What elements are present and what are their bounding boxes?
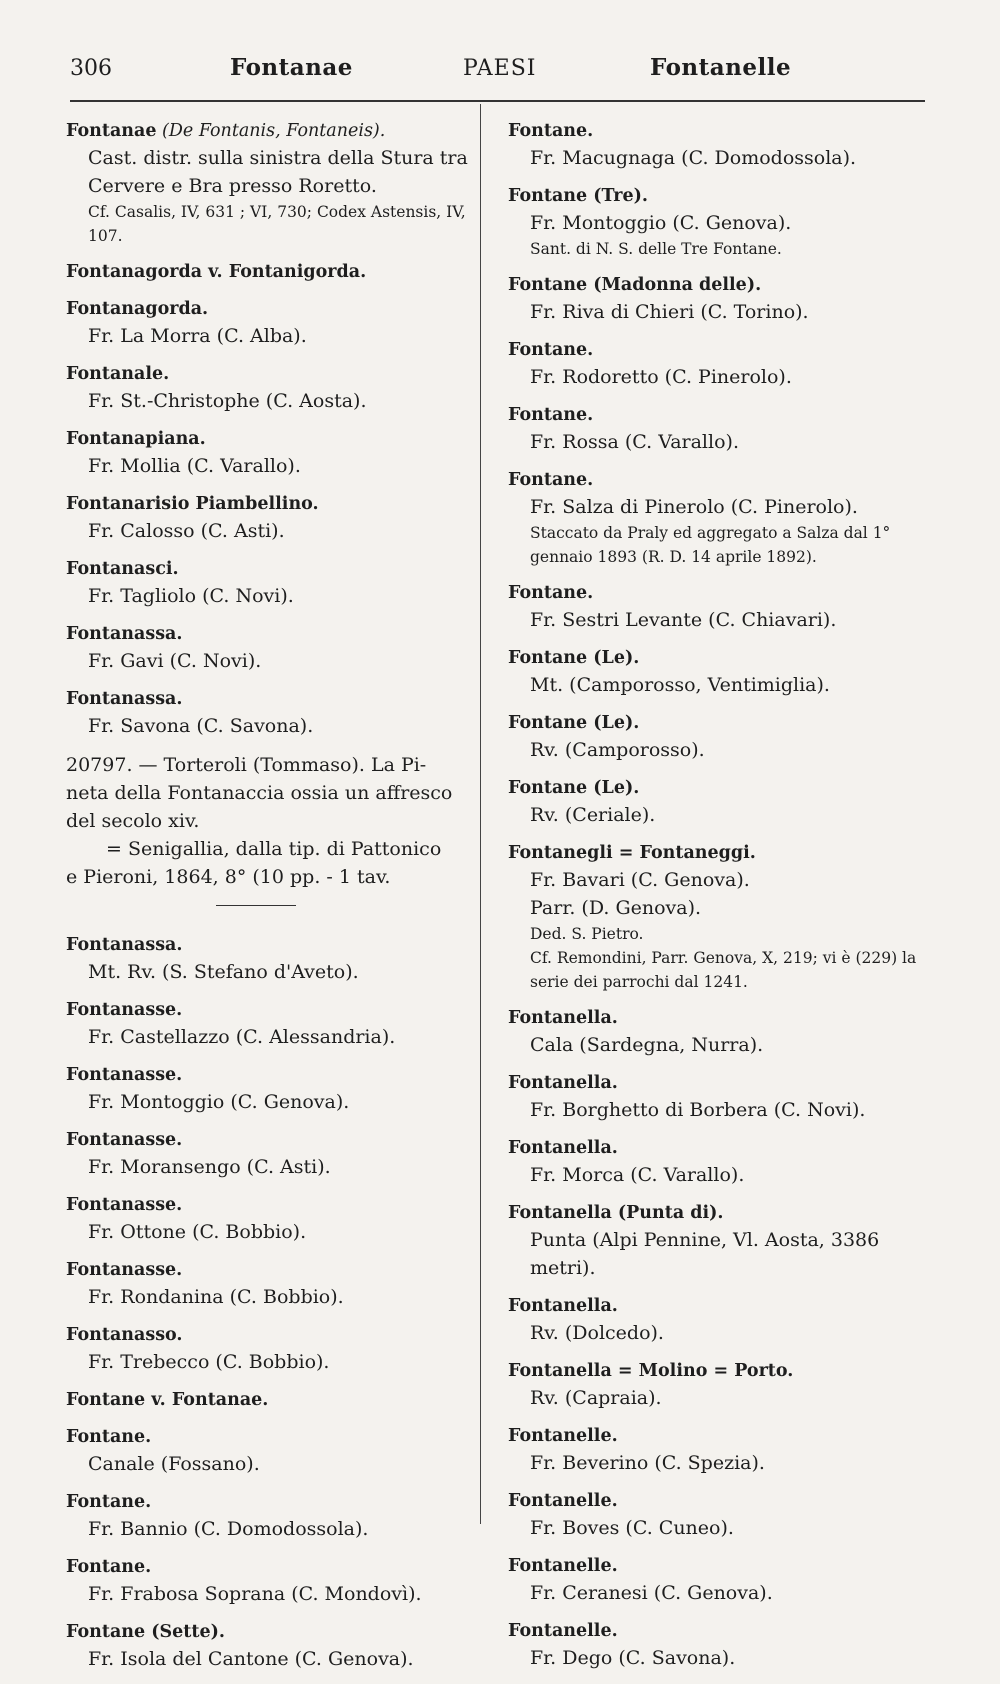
entry-location-line: Fr. Dego (C. Savona).	[530, 1647, 736, 1669]
entry-headword: Fontanella = Molino = Porto.	[508, 1361, 794, 1381]
dictionary-entry	[66, 1322, 476, 1376]
dictionary-entry	[508, 272, 928, 326]
entry-location-line: Rv. (Capraia).	[530, 1387, 662, 1409]
entry-headword: Fontanella (Punta di).	[508, 1203, 724, 1223]
entry-headword: Fontanella.	[508, 1296, 618, 1316]
bibliography-line: 20797. — Torteroli (Tommaso). La Pi-	[66, 754, 427, 776]
entry-headword: Fontane (Le).	[508, 648, 640, 668]
dictionary-entry	[508, 840, 928, 994]
entry-headword: Fontanegli = Fontaneggi.	[508, 843, 756, 863]
bibliography-line: neta della Fontanaccia ossia un affresco	[66, 782, 453, 804]
dictionary-entry	[66, 1127, 476, 1181]
entry-note: Staccato da Praly ed aggregato a Salza dal 1° gennaio 1893 (R. D. 14 aprile 1892).	[530, 524, 891, 566]
entry-location-line: Punta (Alpi Pennine, Vl. Aosta, 3386	[530, 1229, 880, 1251]
entry-headword: Fontanasse.	[66, 1260, 183, 1280]
dictionary-entry	[66, 1619, 476, 1673]
entry-headword: Fontanasse.	[66, 1000, 183, 1020]
dictionary-entry	[66, 1062, 476, 1116]
dictionary-entry	[66, 1424, 476, 1478]
entry-location-line: Fr. Trebecco (C. Bobbio).	[88, 1351, 330, 1373]
bibliography-line: del secolo xiv.	[66, 810, 200, 832]
dictionary-entry	[66, 118, 476, 248]
entry-location-line: Fr. Gavi (C. Novi).	[88, 650, 262, 672]
entry-headword: Fontane.	[66, 1492, 152, 1512]
entry-location-line: Fr. Bavari (C. Genova).	[530, 869, 750, 891]
dictionary-entry	[66, 259, 476, 285]
entry-location-line: Fr. Moransengo (C. Asti).	[88, 1156, 331, 1178]
dictionary-entry	[508, 580, 928, 634]
entry-location-line: Fr. Montoggio (C. Genova).	[88, 1091, 350, 1113]
entry-location-line: Fr. Calosso (C. Asti).	[88, 520, 285, 542]
dictionary-entry	[508, 1005, 928, 1059]
dictionary-entry	[508, 645, 928, 699]
entry-location-line: Fr. Ceranesi (C. Genova).	[530, 1582, 773, 1604]
entry-headword: Fontanella.	[508, 1073, 618, 1093]
dictionary-entry	[508, 402, 928, 456]
entry-headword: Fontanasso.	[66, 1325, 183, 1345]
entry-location-line: Fr. La Morra (C. Alba).	[88, 325, 307, 347]
entry-location-line: Mt. (Camporosso, Ventimiglia).	[530, 674, 830, 696]
entry-headword: Fontanapiana.	[66, 429, 206, 449]
dictionary-entry	[66, 621, 476, 675]
entry-headword: Fontane.	[508, 583, 594, 603]
entry-note: Cf. Casalis, IV, 631 ; VI, 730; Codex Astensis, IV, 107.	[88, 203, 466, 245]
entry-location-line: Fr. Isola del Cantone (C. Genova).	[88, 1648, 414, 1670]
right-column	[508, 118, 928, 1683]
entry-headword: Fontanella.	[508, 1138, 618, 1158]
dictionary-entry	[66, 1489, 476, 1543]
dictionary-entry	[508, 467, 928, 569]
entry-location-line: Fr. Rondanina (C. Bobbio).	[88, 1286, 344, 1308]
entry-location-line: Fr. Frabosa Soprana (C. Mondovì).	[88, 1583, 422, 1605]
dictionary-entry	[66, 997, 476, 1051]
entry-headword: Fontane.	[508, 340, 594, 360]
entry-location-line: Cast. distr. sulla sinistra della Stura tra	[88, 147, 468, 169]
left-column	[66, 118, 476, 1684]
dictionary-entry	[508, 1135, 928, 1189]
entry-location-line: Fr. Tagliolo (C. Novi).	[88, 585, 294, 607]
entry-location-line: Fr. Boves (C. Cuneo).	[530, 1517, 734, 1539]
entry-location-line: Fr. Ottone (C. Bobbio).	[88, 1221, 307, 1243]
entry-location-line: Fr. St.-Christophe (C. Aosta).	[88, 390, 367, 412]
entry-headword: Fontanelle.	[508, 1556, 618, 1576]
dictionary-entry	[508, 1070, 928, 1124]
entry-location-line: Cervere e Bra presso Roretto.	[88, 175, 377, 197]
entry-location-line: Mt. Rv. (S. Stefano d'Aveto).	[88, 961, 359, 983]
dictionary-entry	[66, 361, 476, 415]
entry-location-line: Fr. Mollia (C. Varallo).	[88, 455, 301, 477]
entry-headword: Fontanelle.	[508, 1621, 618, 1641]
entry-headword-etymology: (De Fontanis, Fontaneis).	[156, 121, 386, 141]
bibliography-line: = Senigallia, dalla tip. di Pattonico	[106, 838, 442, 860]
entry-headword: Fontanella.	[508, 1008, 618, 1028]
entry-headword: Fontanelle.	[508, 1426, 618, 1446]
entry-location-line: Fr. Sestri Levante (C. Chiavari).	[530, 609, 837, 631]
dictionary-entry	[66, 932, 476, 986]
section-separator	[216, 905, 296, 906]
entry-headword: Fontanasse.	[66, 1065, 183, 1085]
dictionary-entry	[508, 1293, 928, 1347]
entry-location-line: Fr. Bannio (C. Domodossola).	[88, 1518, 369, 1540]
entry-headword: Fontane.	[508, 470, 594, 490]
entry-headword: Fontanale.	[66, 364, 170, 384]
entry-headword: Fontane (Le).	[508, 778, 640, 798]
entry-headword: Fontane (Le).	[508, 713, 640, 733]
entry-location-line: Canale (Fossano).	[88, 1453, 260, 1475]
dictionary-entry	[66, 686, 476, 740]
entry-location-line: Fr. Rodoretto (C. Pinerolo).	[530, 366, 792, 388]
entry-location-line: Fr. Rossa (C. Varallo).	[530, 431, 739, 453]
dictionary-entry	[66, 1554, 476, 1608]
entry-location-line: Rv. (Ceriale).	[530, 804, 656, 826]
dictionary-entry	[66, 491, 476, 545]
entry-location-line: Fr. Montoggio (C. Genova).	[530, 212, 792, 234]
bibliography-line: e Pieroni, 1864, 8° (10 pp. - 1 tav.	[66, 866, 391, 888]
dictionary-entry	[66, 556, 476, 610]
dictionary-entry	[508, 1423, 928, 1477]
entry-headword: Fontane.	[66, 1557, 152, 1577]
dictionary-entry	[508, 1488, 928, 1542]
entry-headword: Fontanasse.	[66, 1130, 183, 1150]
entry-note: Sant. di N. S. delle Tre Fontane.	[530, 240, 782, 258]
dictionary-entry	[508, 1358, 928, 1412]
running-head-right: Fontanelle	[650, 54, 792, 81]
entry-headword: Fontanasse.	[66, 1195, 183, 1215]
entry-location-line: Fr. Macugnaga (C. Domodossola).	[530, 147, 857, 169]
dictionary-entry	[508, 337, 928, 391]
entry-headword: Fontanelle.	[508, 1491, 618, 1511]
entry-headword: Fontane (Sette).	[66, 1622, 225, 1642]
entry-location-line: Parr. (D. Genova).	[530, 897, 702, 919]
entry-headword: Fontane (Madonna delle).	[508, 275, 762, 295]
entry-headword: Fontanagorda.	[66, 299, 209, 319]
entry-headword: Fontanae (De Fontanis, Fontaneis).	[66, 121, 386, 141]
entry-headword: Fontane.	[66, 1427, 152, 1447]
dictionary-entry	[508, 1553, 928, 1607]
bibliography-entry	[66, 751, 476, 891]
dictionary-entry	[66, 296, 476, 350]
entry-headword: Fontane.	[508, 121, 594, 141]
entry-location-line: Fr. Borghetto di Borbera (C. Novi).	[530, 1099, 866, 1121]
page-header	[70, 52, 925, 92]
entry-location-line: Fr. Morca (C. Varallo).	[530, 1164, 745, 1186]
entry-location-line: Rv. (Dolcedo).	[530, 1322, 664, 1344]
running-head-left: Fontanae	[230, 54, 353, 81]
entry-headword: Fontanassa.	[66, 624, 183, 644]
dictionary-entry	[66, 1192, 476, 1246]
entry-headword: Fontanarisio Piambellino.	[66, 494, 319, 514]
entry-note: Cf. Remondini, Parr. Genova, X, 219; vi è (229) la serie dei parrochi dal 1241.	[530, 949, 917, 991]
entry-location-line: Fr. Salza di Pinerolo (C. Pinerolo).	[530, 496, 858, 518]
dictionary-entry	[66, 1387, 476, 1413]
entry-location-line: Rv. (Camporosso).	[530, 739, 705, 761]
entry-headword: Fontanasci.	[66, 559, 179, 579]
entry-location-line: metri).	[530, 1257, 596, 1279]
dictionary-entry	[508, 710, 928, 764]
entry-headword: Fontanassa.	[66, 935, 183, 955]
entry-headword: Fontane.	[508, 405, 594, 425]
dictionary-entry	[508, 1200, 928, 1282]
entry-note: Ded. S. Pietro.	[530, 925, 644, 943]
dictionary-entry	[508, 118, 928, 172]
dictionary-entry	[508, 1618, 928, 1672]
dictionary-entry	[508, 183, 928, 261]
running-head-center: PAESI	[463, 56, 537, 81]
entry-location-line: Cala (Sardegna, Nurra).	[530, 1034, 764, 1056]
entry-headword: Fontane (Tre).	[508, 186, 648, 206]
entry-location-line: Fr. Beverino (C. Spezia).	[530, 1452, 765, 1474]
entry-headword: Fontanagorda v. Fontanigorda.	[66, 262, 367, 282]
entry-location-line: Fr. Riva di Chieri (C. Torino).	[530, 301, 809, 323]
dictionary-entry	[508, 775, 928, 829]
dictionary-entry	[66, 1257, 476, 1311]
entry-headword: Fontane v. Fontanae.	[66, 1390, 269, 1410]
page-number: 306	[70, 56, 112, 81]
entry-location-line: Fr. Castellazzo (C. Alessandria).	[88, 1026, 396, 1048]
column-divider	[480, 104, 481, 1524]
header-rule	[70, 100, 925, 102]
dictionary-entry	[66, 426, 476, 480]
entry-location-line: Fr. Savona (C. Savona).	[88, 715, 314, 737]
entry-headword: Fontanassa.	[66, 689, 183, 709]
